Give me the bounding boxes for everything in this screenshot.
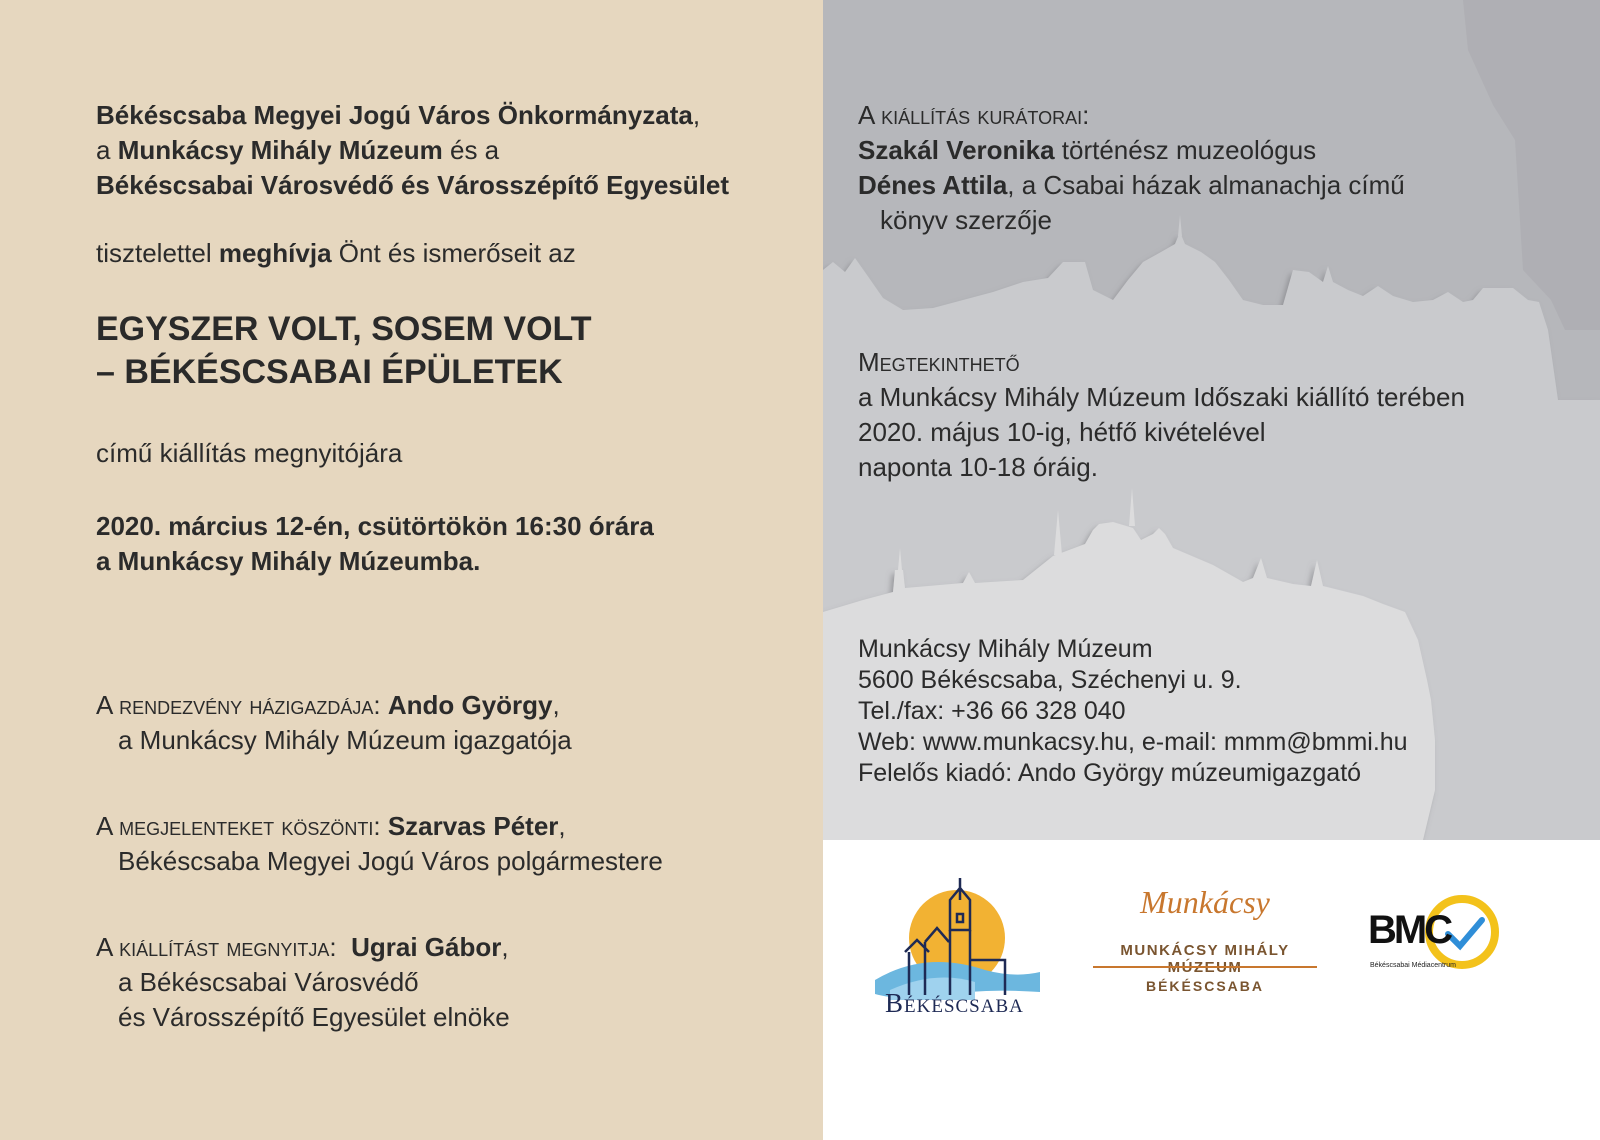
invitation-line: tisztelettel meghívja Önt és ismerőseit az [96, 238, 576, 268]
curators-block: A kiállítás kurátorai: Szakál Veronika történész muzeológus Dénes Attila, a Csabai házak almanachja című könyv szerzője [858, 100, 1405, 235]
contact-block [858, 634, 1408, 789]
contact-phone: Tel./fax: +36 66 328 040 [858, 697, 1126, 725]
curator-1-name: Szakál Veronika [858, 135, 1055, 165]
contact-museum-name: Munkácsy Mihály Múzeum [858, 635, 1153, 663]
opener-name: Ugrai Gábor [351, 932, 502, 962]
bmc-caption: Békéscsabai Médiacentrum [1370, 962, 1456, 969]
bmc-logo [1368, 890, 1508, 990]
logos-row [823, 870, 1600, 1050]
host-name: Ando György [387, 690, 553, 720]
museum-logo-name: MUNKÁCSY MIHÁLY [1120, 942, 1290, 959]
date-and-venue: 2020. március 12-én, csütörtökön 16:30 órára a Munkácsy Mihály Múzeumba. [96, 511, 654, 576]
organizer-association: Békéscsabai Városvédő és Városszépítő Egyesület [96, 170, 729, 200]
invitation-right-panel [823, 0, 1600, 1140]
bekescsaba-city-logo [865, 870, 1045, 1040]
bmc-letters: BMC [1368, 908, 1451, 952]
viewing-info-block: Megtekinthető a Munkácsy Mihály Múzeum Időszaki kiállító terében 2020. május 10-ig, hétfő kivételével naponta 10-18 óráig. [858, 347, 1465, 482]
museum-logo-city: BÉKÉSCSABA [1145, 978, 1264, 994]
curator-2-name: Dénes Attila [858, 170, 1008, 200]
organizer-city-council: Békéscsaba Megyei Jogú Város Önkormányzata [96, 100, 693, 130]
organizers-block: Békéscsaba Megyei Jogú Város Önkormányzata, a Munkácsy Mihály Múzeum és a Békéscsabai Városvédő és Városszépítő Egyesület [96, 100, 729, 200]
city-logo-text: Békéscsaba [885, 988, 1024, 1018]
contact-web-email: Web: www.munkacsy.hu, e-mail: mmm@bmmi.hu [858, 728, 1408, 756]
exhibition-title: EGYSZER VOLT, SOSEM VOLT – BÉKÉSCSABAI ÉPÜLETEK [96, 310, 592, 391]
host-block: A rendezvény házigazdája: Ando György, a Munkácsy Mihály Múzeum igazgatója [96, 690, 572, 755]
greeter-name: Szarvas Péter [387, 811, 559, 841]
museum-logo [1091, 884, 1319, 1014]
opening-label: című kiállítás megnyitójára [96, 438, 403, 468]
greeter-block: A megjelenteket köszönti: Szarvas Péter, Békéscsaba Megyei Jogú Város polgármestere [96, 811, 663, 876]
organizer-museum: Munkácsy Mihály Múzeum [117, 135, 443, 165]
opener-block: A kiállítást megnyitja: Ugrai Gábor, a Békéscsabai Városvédő és Városszépítő Egyesület elnöke [96, 932, 510, 1032]
contact-publisher: Felelős kiadó: Ando György múzeumigazgató [858, 759, 1362, 787]
contact-address: 5600 Békéscsaba, Széchenyi u. 9. [858, 666, 1242, 694]
museum-logo-divider [1093, 966, 1317, 968]
museum-signature: Munkácsy [1140, 884, 1270, 920]
